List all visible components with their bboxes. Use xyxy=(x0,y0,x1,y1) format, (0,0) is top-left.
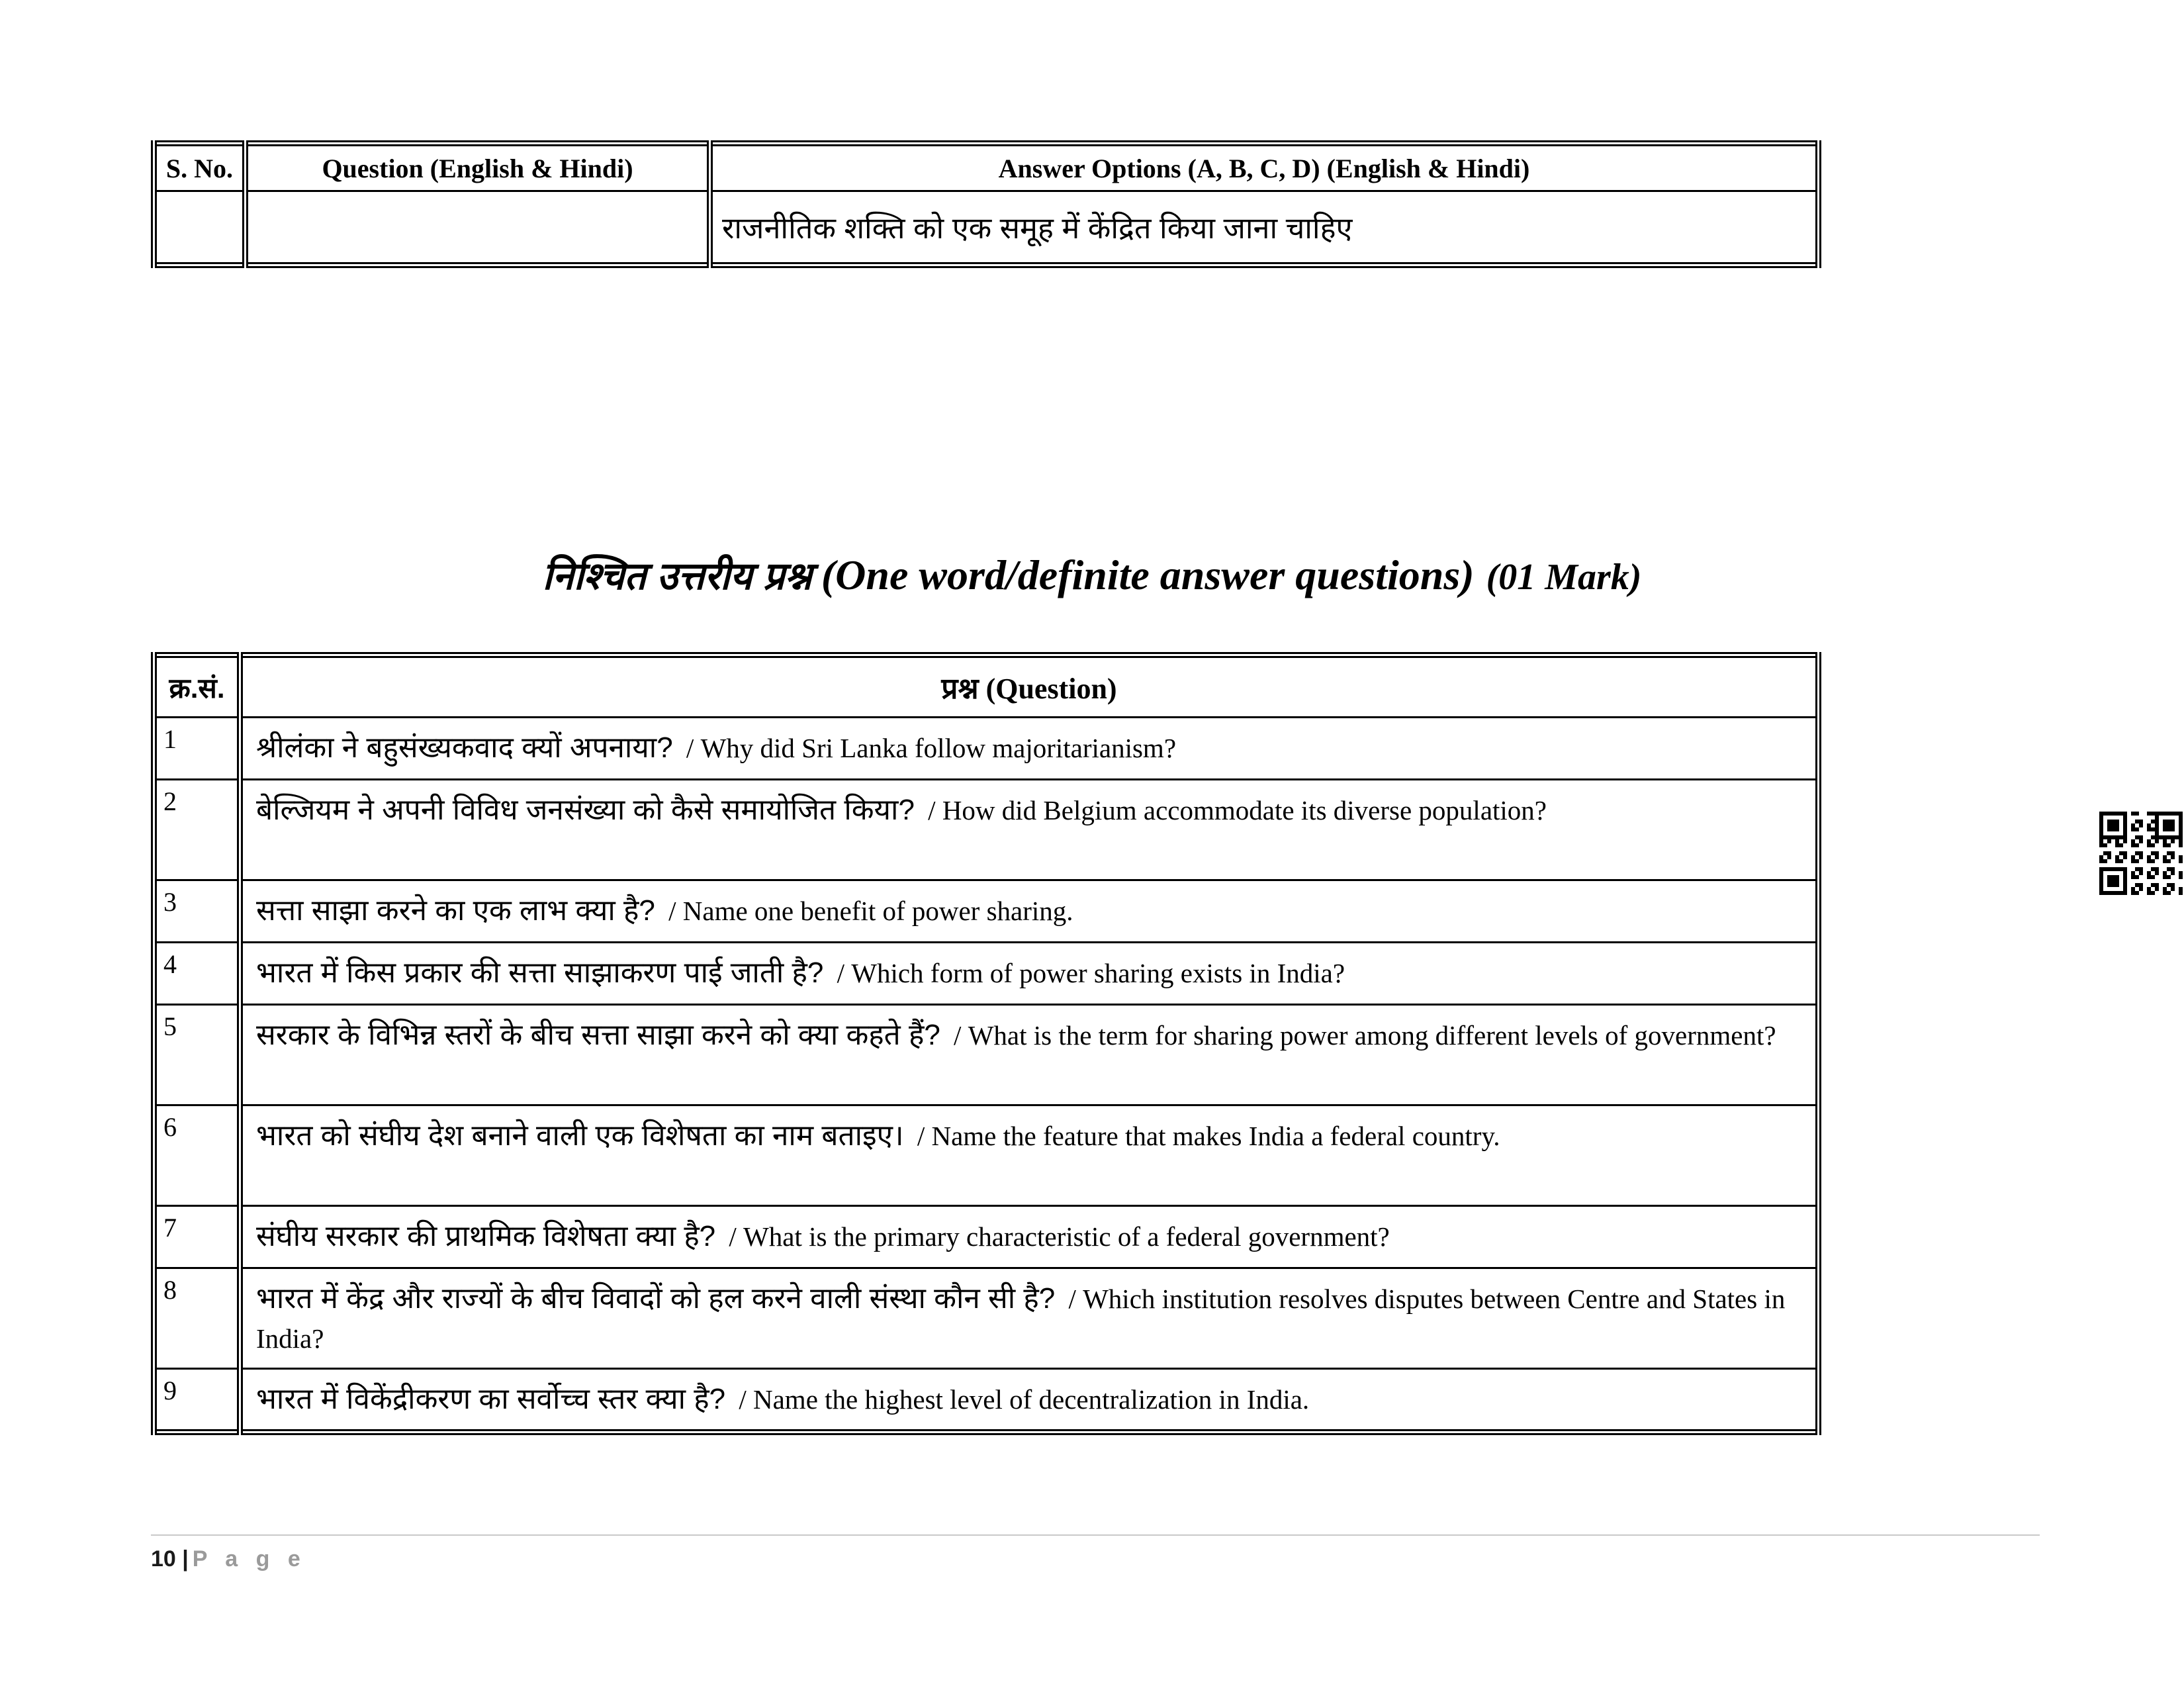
question-text-english: / Why did Sri Lanka follow majoritarianism? xyxy=(686,733,1177,763)
question-row xyxy=(154,1105,1819,1206)
question-row xyxy=(154,880,1819,943)
question-text-english: / What is the term for sharing power among different levels of government? xyxy=(954,1020,1776,1051)
question-text-english: / How did Belgium accommodate its diverse population? xyxy=(928,795,1547,825)
table-header-row xyxy=(154,655,1819,718)
question-text-hindi: श्रीलंका ने बहुसंख्यकवाद क्यों अपनाया? xyxy=(256,731,673,764)
question-text-english: / Which form of power sharing exists in India? xyxy=(837,958,1345,988)
question-number: 3 xyxy=(154,880,240,943)
question-row xyxy=(154,718,1819,780)
section-heading-marks: (01 Mark) xyxy=(1486,557,1642,598)
empty-question-cell xyxy=(246,191,710,265)
question-text xyxy=(240,943,1819,1005)
question-text-english: / What is the primary characteristic of a federal government? xyxy=(729,1221,1390,1252)
question-row xyxy=(154,1005,1819,1105)
question-number: 4 xyxy=(154,943,240,1005)
answer-options-table xyxy=(151,140,1821,268)
table-header-row xyxy=(154,144,1819,191)
question-row xyxy=(154,1369,1819,1432)
footer-page-label: P a g e xyxy=(192,1546,306,1571)
question-text-english: / Name one benefit of power sharing. xyxy=(668,896,1073,926)
question-text xyxy=(240,1105,1819,1206)
footer-divider xyxy=(151,1534,2040,1536)
question-number: 6 xyxy=(154,1105,240,1206)
question-text xyxy=(240,1369,1819,1432)
question-number: 5 xyxy=(154,1005,240,1105)
empty-sno-cell xyxy=(154,191,246,265)
question-text-hindi: भारत में विकेंद्रीकरण का सर्वोच्च स्तर क्या है? xyxy=(256,1383,726,1415)
question-text xyxy=(240,1206,1819,1268)
qr-code-icon xyxy=(2099,812,2183,895)
question-text xyxy=(240,718,1819,780)
table-row xyxy=(154,191,1819,265)
question-row xyxy=(154,1206,1819,1268)
page-footer xyxy=(151,1546,306,1572)
col-header-answer-options: Answer Options (A, B, C, D) (English & Hindi) xyxy=(710,144,1819,191)
question-number: 2 xyxy=(154,780,240,880)
section-heading-hindi: निश्चित उत्तरीय प्रश्न xyxy=(542,555,812,598)
question-text-english: / Name the highest level of decentralization in India. xyxy=(739,1384,1310,1415)
question-text xyxy=(240,1005,1819,1105)
question-text-hindi: बेल्जियम ने अपनी विविध जनसंख्या को कैसे समायोजित किया? xyxy=(256,794,915,826)
question-text-hindi: संघीय सरकार की प्राथमिक विशेषता क्या है? xyxy=(256,1220,716,1252)
question-text xyxy=(240,780,1819,880)
question-text-hindi: सरकार के विभिन्न स्तरों के बीच सत्ता साझा करने को क्या कहते हैं? xyxy=(256,1019,940,1051)
question-text-hindi: भारत में किस प्रकार की सत्ता साझाकरण पाई जाती है? xyxy=(256,957,824,989)
section-heading xyxy=(0,548,2184,600)
col-header-question xyxy=(240,655,1819,718)
col-header-question-hindi: प्रश्न xyxy=(941,673,979,705)
col-header-question-english: (Question) xyxy=(985,673,1117,705)
question-text-hindi: भारत में केंद्र और राज्यों के बीच विवादों को हल करने वाली संस्था कौन सी है? xyxy=(256,1282,1056,1315)
question-number: 8 xyxy=(154,1268,240,1369)
question-row xyxy=(154,1268,1819,1369)
question-number: 1 xyxy=(154,718,240,780)
question-text-hindi: भारत को संघीय देश बनाने वाली एक विशेषता का नाम बताइए। xyxy=(256,1119,904,1152)
question-text xyxy=(240,880,1819,943)
questions-table xyxy=(151,652,1821,1435)
question-text-english: / Name the feature that makes India a federal country. xyxy=(917,1121,1500,1151)
question-text xyxy=(240,1268,1819,1369)
question-number: 9 xyxy=(154,1369,240,1432)
answer-option-text: राजनीतिक शक्ति को एक समूह में केंद्रित किया जाना चाहिए xyxy=(710,191,1819,265)
footer-page-number: 10 | xyxy=(151,1546,189,1571)
question-text-english: / Which institution resolves disputes between Centre and States in India? xyxy=(256,1284,1786,1354)
col-header-question: Question (English & Hindi) xyxy=(246,144,710,191)
col-header-serial: क्र.सं. xyxy=(154,655,240,718)
question-row xyxy=(154,943,1819,1005)
col-header-sno: S. No. xyxy=(154,144,246,191)
question-row xyxy=(154,780,1819,880)
section-heading-english: (One word/definite answer questions) xyxy=(821,551,1475,598)
question-number: 7 xyxy=(154,1206,240,1268)
question-text-hindi: सत्ता साझा करने का एक लाभ क्या है? xyxy=(256,894,655,927)
